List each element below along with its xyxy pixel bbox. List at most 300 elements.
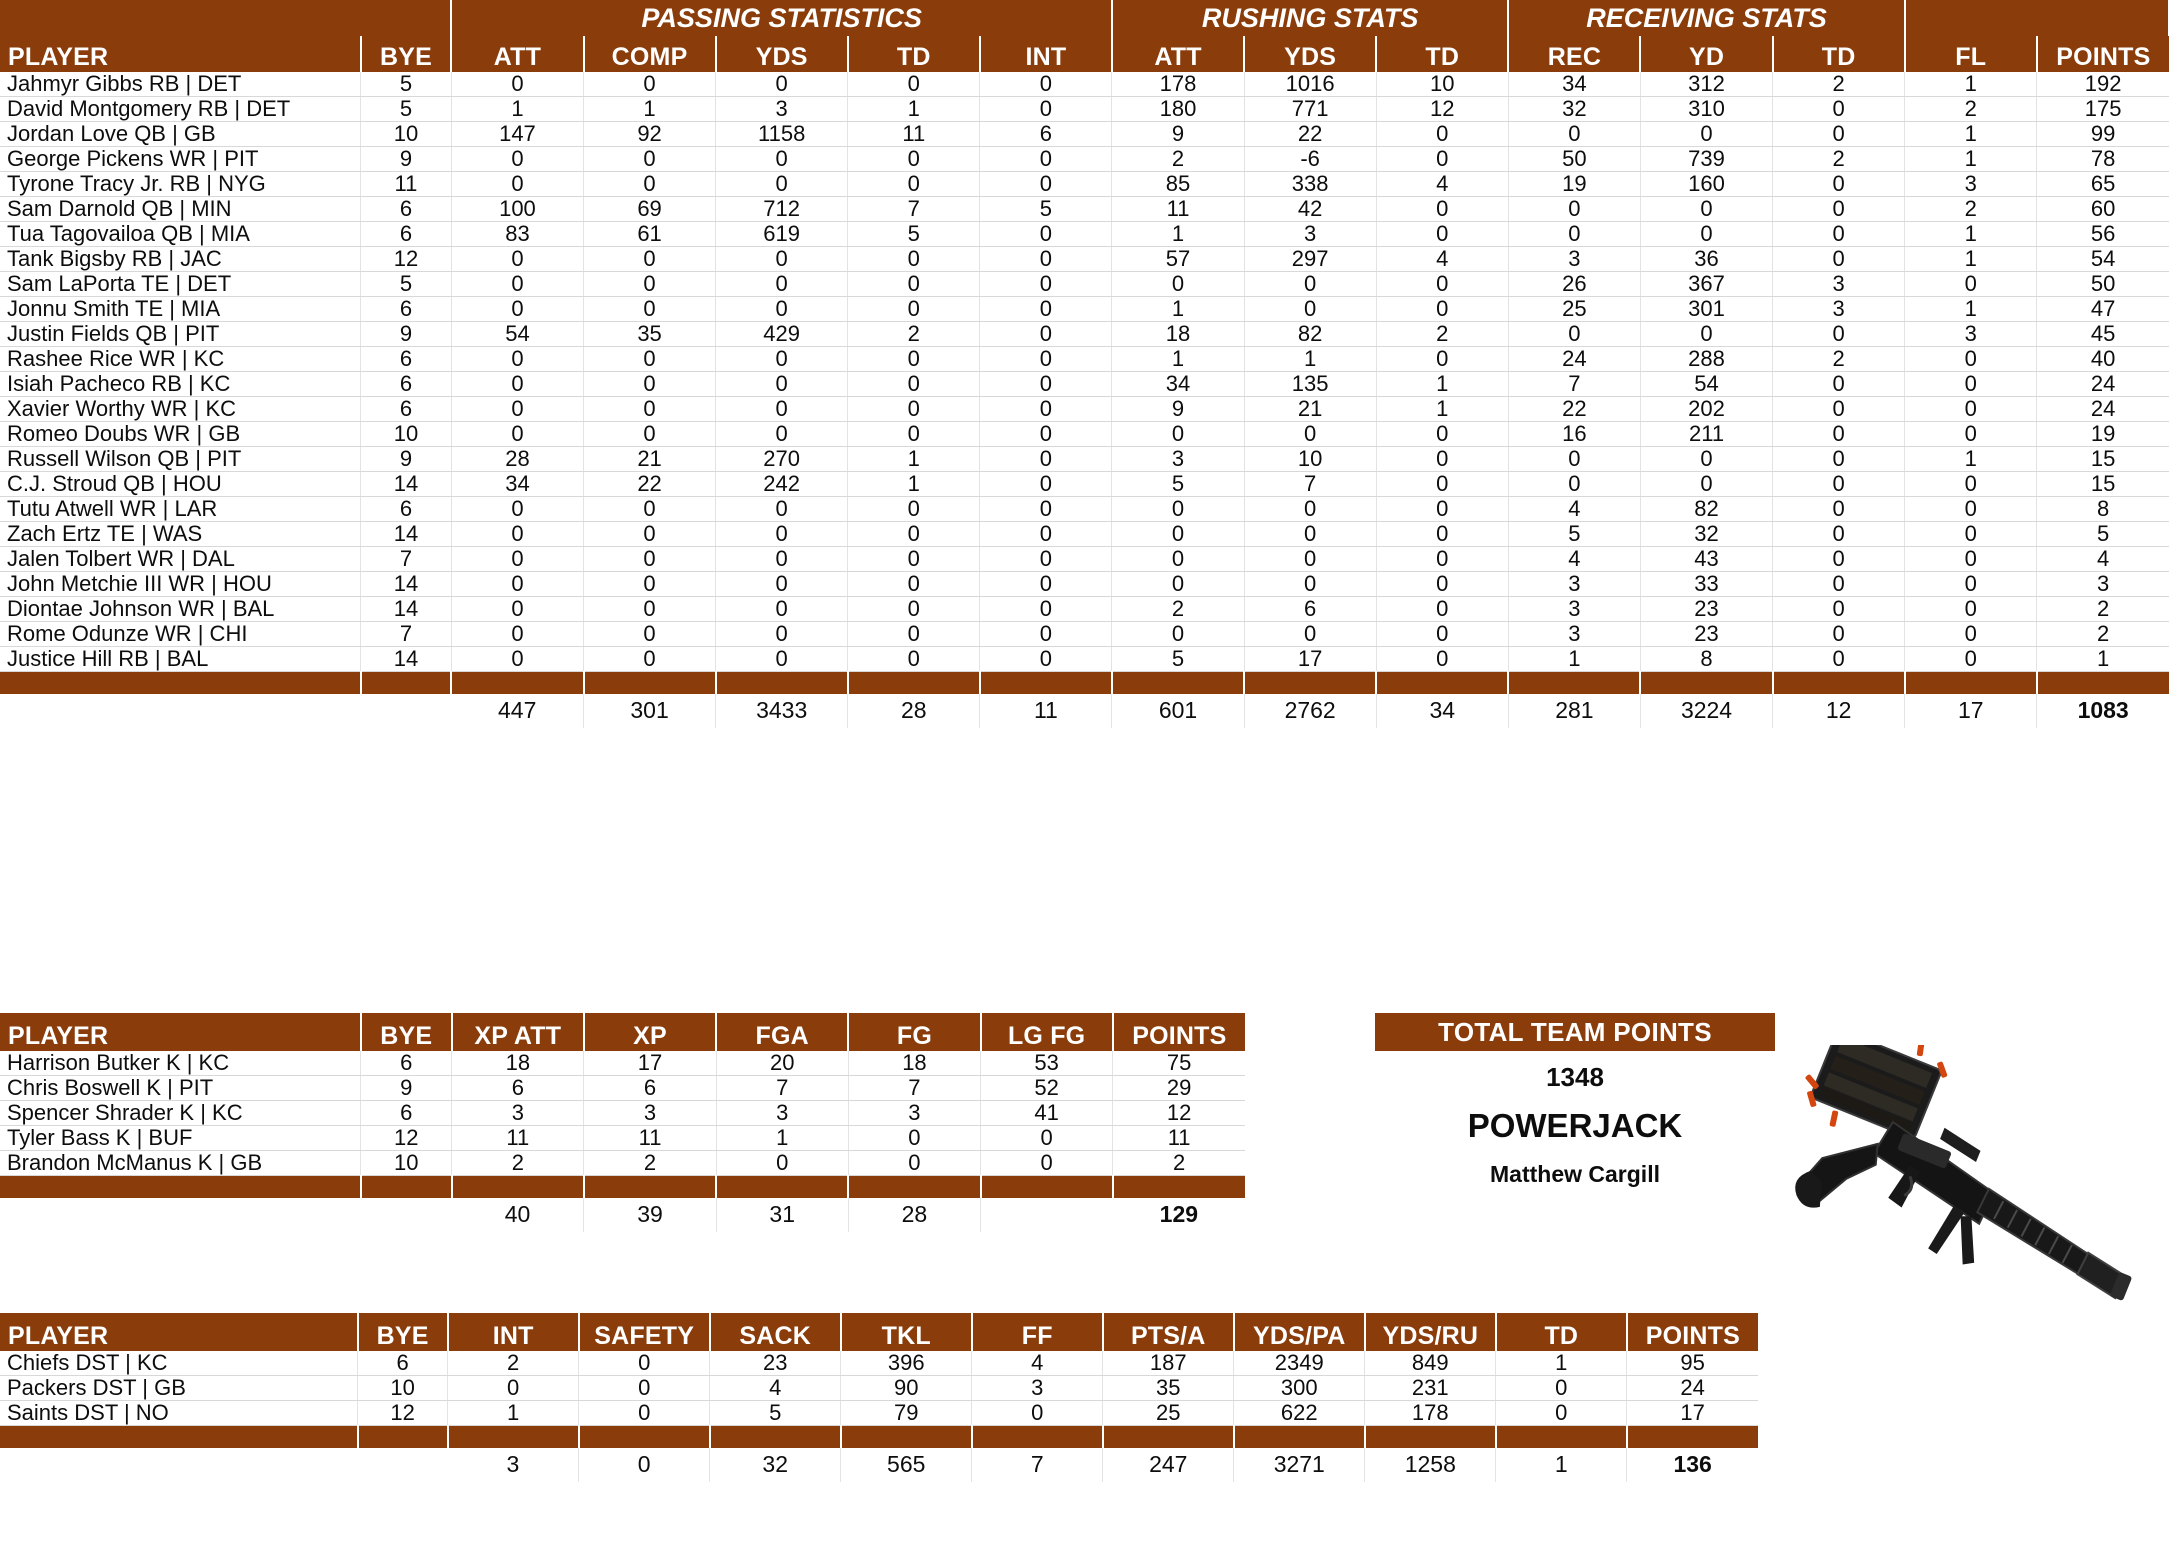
cell-value: 0: [980, 472, 1112, 497]
cell-value: 11: [361, 172, 452, 197]
kicker-column-header-row: [0, 1013, 1245, 1051]
cell-value: 0: [1496, 1401, 1627, 1426]
cell-value: 1: [716, 1126, 848, 1151]
cell-value: 0: [1640, 122, 1772, 147]
cell-value: 3: [1773, 297, 1905, 322]
cell-value: 3: [584, 1101, 716, 1126]
cell-value: 0: [848, 1126, 980, 1151]
divider-cell: [1496, 1426, 1627, 1448]
cell-value: 396: [841, 1351, 972, 1376]
cell-value: 56: [2037, 222, 2169, 247]
table-row[interactable]: [0, 122, 2169, 147]
cell-value: 54: [2037, 247, 2169, 272]
table-row[interactable]: [0, 497, 2169, 522]
col-header-dst-points[interactable]: POINTS: [1627, 1313, 1758, 1351]
totals-cell: 3271: [1234, 1448, 1365, 1482]
cell-value: 4: [1376, 247, 1508, 272]
cell-value: 99: [2037, 122, 2169, 147]
cell-value: 10: [358, 1376, 448, 1401]
cell-value: 50: [2037, 272, 2169, 297]
cell-value: 3: [848, 1101, 980, 1126]
cell-value: 15: [2037, 472, 2169, 497]
cell-value: 1: [1905, 72, 2037, 97]
cell-value: 6: [361, 1101, 452, 1126]
cell-value: 1: [1112, 297, 1244, 322]
cell-value: 3: [1508, 572, 1640, 597]
cell-player-name: Tutu Atwell WR | LAR: [0, 497, 361, 522]
table-row[interactable]: [0, 472, 2169, 497]
cell-player-name: Chiefs DST | KC: [0, 1351, 358, 1376]
cell-value: 11: [1112, 197, 1244, 222]
cell-value: 2: [1376, 322, 1508, 347]
col-header-sack[interactable]: SACK: [710, 1313, 841, 1351]
col-header-rec-yd[interactable]: YD: [1640, 36, 1772, 72]
cell-value: 0: [1376, 472, 1508, 497]
cell-value: 0: [848, 397, 980, 422]
cell-value: 312: [1640, 72, 1772, 97]
cell-value: 0: [980, 572, 1112, 597]
cell-value: 0: [848, 622, 980, 647]
cell-value: 0: [451, 497, 583, 522]
totals-cell: 301: [584, 694, 716, 728]
cell-value: 34: [1508, 72, 1640, 97]
col-header-lg-fg[interactable]: LG FG: [981, 1013, 1113, 1051]
cell-value: 622: [1234, 1401, 1365, 1426]
divider-cell: [1376, 672, 1508, 694]
table-row[interactable]: [0, 1076, 1245, 1101]
cell-value: 0: [1640, 322, 1772, 347]
cell-value: 0: [584, 72, 716, 97]
cell-value: 0: [1640, 197, 1772, 222]
col-header-fl[interactable]: FL: [1905, 36, 2037, 72]
col-header-dst-td[interactable]: TD: [1496, 1313, 1627, 1351]
cell-value: 0: [848, 522, 980, 547]
cell-value: 619: [716, 222, 848, 247]
cell-value: 22: [1508, 397, 1640, 422]
totals-cell: 28: [848, 694, 980, 728]
cell-value: 23: [1640, 622, 1772, 647]
cell-value: 0: [1905, 422, 2037, 447]
cell-value: 6: [361, 372, 452, 397]
cell-value: 3: [1905, 172, 2037, 197]
cell-value: 15: [2037, 447, 2169, 472]
cell-value: 0: [716, 72, 848, 97]
table-row[interactable]: [0, 222, 2169, 247]
cell-value: 0: [1244, 422, 1376, 447]
cell-value: 0: [1244, 297, 1376, 322]
cell-value: 0: [1773, 472, 1905, 497]
cell-value: 180: [1112, 97, 1244, 122]
table-row[interactable]: [0, 447, 2169, 472]
cell-value: 1016: [1244, 72, 1376, 97]
totals-cell: [981, 1198, 1113, 1232]
col-header-points[interactable]: POINTS: [2037, 36, 2169, 72]
cell-value: 0: [451, 347, 583, 372]
cell-value: 28: [451, 447, 583, 472]
cell-value: 2: [448, 1351, 579, 1376]
cell-value: 8: [1640, 647, 1772, 672]
cell-value: 0: [1905, 397, 2037, 422]
cell-value: 0: [1376, 597, 1508, 622]
cell-value: 12: [361, 247, 452, 272]
col-header-ff[interactable]: FF: [972, 1313, 1103, 1351]
table-row[interactable]: [0, 397, 2169, 422]
divider-cell: [981, 1176, 1113, 1198]
machine-gun-logo-icon: [1760, 1045, 2160, 1305]
cell-value: 17: [584, 1051, 716, 1076]
cell-value: 0: [1508, 322, 1640, 347]
col-header-xp[interactable]: XP: [584, 1013, 716, 1051]
cell-value: 5: [1112, 472, 1244, 497]
cell-value: 0: [716, 147, 848, 172]
divider-cell: [1112, 672, 1244, 694]
table-row[interactable]: [0, 147, 2169, 172]
cell-value: 32: [1640, 522, 1772, 547]
cell-value: 3: [1112, 447, 1244, 472]
col-header-dst-bye[interactable]: BYE: [358, 1313, 448, 1351]
cell-value: 0: [980, 622, 1112, 647]
cell-value: 0: [1112, 547, 1244, 572]
cell-value: 1: [848, 97, 980, 122]
totals-cell: [0, 1198, 361, 1232]
table-row[interactable]: [0, 647, 2169, 672]
cell-value: 19: [1508, 172, 1640, 197]
cell-value: 6: [980, 122, 1112, 147]
cell-value: 0: [848, 247, 980, 272]
col-header-pts-allowed[interactable]: PTS/A: [1103, 1313, 1234, 1351]
cell-value: 0: [848, 272, 980, 297]
cell-value: 0: [716, 272, 848, 297]
col-header-pass-td[interactable]: TD: [848, 36, 980, 72]
cell-value: 29: [1113, 1076, 1245, 1101]
table-row[interactable]: [0, 297, 2169, 322]
col-header-rec[interactable]: REC: [1508, 36, 1640, 72]
cell-value: 0: [716, 297, 848, 322]
cell-value: 2: [848, 322, 980, 347]
col-header-yds-rush[interactable]: YDS/RU: [1365, 1313, 1496, 1351]
cell-value: 0: [579, 1376, 710, 1401]
cell-player-name: George Pickens WR | PIT: [0, 147, 361, 172]
cell-value: 310: [1640, 97, 1772, 122]
cell-value: 10: [361, 122, 452, 147]
cell-value: 17: [1627, 1401, 1758, 1426]
cell-value: 85: [1112, 172, 1244, 197]
table-row[interactable]: [0, 1101, 1245, 1126]
cell-value: 0: [1640, 222, 1772, 247]
cell-player-name: Tyler Bass K | BUF: [0, 1126, 361, 1151]
cell-value: 45: [2037, 322, 2169, 347]
cell-value: 92: [584, 122, 716, 147]
table-row[interactable]: [0, 1051, 1245, 1076]
cell-value: 9: [361, 447, 452, 472]
cell-value: 270: [716, 447, 848, 472]
cell-value: 9: [1112, 397, 1244, 422]
cell-value: 2: [452, 1151, 584, 1176]
cell-value: 338: [1244, 172, 1376, 197]
cell-value: 0: [1773, 522, 1905, 547]
col-header-yds-pass[interactable]: YDS/PA: [1234, 1313, 1365, 1351]
table-row[interactable]: [0, 547, 2169, 572]
col-header-tkl[interactable]: TKL: [841, 1313, 972, 1351]
cell-value: 0: [584, 597, 716, 622]
divider-cell: [2037, 672, 2169, 694]
cell-value: 11: [1113, 1126, 1245, 1151]
cell-value: 9: [361, 147, 452, 172]
cell-value: 231: [1365, 1376, 1496, 1401]
cell-player-name: Jahmyr Gibbs RB | DET: [0, 72, 361, 97]
cell-value: 5: [361, 97, 452, 122]
col-header-kicker-player[interactable]: PLAYER: [0, 1013, 361, 1051]
cell-value: 5: [848, 222, 980, 247]
cell-value: 0: [980, 397, 1112, 422]
cell-value: 35: [1103, 1376, 1234, 1401]
cell-value: 0: [1376, 197, 1508, 222]
divider-cell: [841, 1426, 972, 1448]
divider-cell: [710, 1426, 841, 1448]
cell-value: 0: [451, 147, 583, 172]
cell-value: 429: [716, 322, 848, 347]
cell-value: 34: [451, 472, 583, 497]
col-header-bye[interactable]: BYE: [361, 36, 452, 72]
cell-value: 1: [848, 447, 980, 472]
col-header-rush-td[interactable]: TD: [1376, 36, 1508, 72]
table-row[interactable]: [0, 1351, 1758, 1376]
offense-column-header-row: [0, 36, 2169, 72]
cell-value: 0: [1905, 272, 2037, 297]
col-header-pass-att[interactable]: ATT: [451, 36, 583, 72]
cell-value: 7: [361, 622, 452, 647]
col-header-fg[interactable]: FG: [848, 1013, 980, 1051]
cell-value: 0: [1905, 547, 2037, 572]
cell-value: 1: [1905, 147, 2037, 172]
cell-value: 0: [1244, 572, 1376, 597]
totals-cell: [0, 694, 361, 728]
cell-value: 0: [1905, 597, 2037, 622]
table-row[interactable]: [0, 172, 2169, 197]
table-row[interactable]: [0, 347, 2169, 372]
totals-cell: 281: [1508, 694, 1640, 728]
col-header-dst-player[interactable]: PLAYER: [0, 1313, 358, 1351]
cell-value: 0: [848, 372, 980, 397]
cell-value: 25: [1103, 1401, 1234, 1426]
cell-value: 34: [1112, 372, 1244, 397]
cell-value: 288: [1640, 347, 1772, 372]
cell-value: 0: [980, 97, 1112, 122]
cell-value: 6: [361, 197, 452, 222]
divider-cell: [980, 672, 1112, 694]
cell-value: 187: [1103, 1351, 1234, 1376]
divider-cell: [584, 672, 716, 694]
table-row[interactable]: [0, 1401, 1758, 1426]
cell-value: 0: [1905, 497, 2037, 522]
cell-value: 6: [361, 297, 452, 322]
col-header-rec-td[interactable]: TD: [1773, 36, 1905, 72]
cell-value: 11: [584, 1126, 716, 1151]
table-row[interactable]: [0, 597, 2169, 622]
cell-value: 2: [1112, 147, 1244, 172]
table-row[interactable]: [0, 272, 2169, 297]
cell-value: 739: [1640, 147, 1772, 172]
col-header-pass-comp[interactable]: COMP: [584, 36, 716, 72]
cell-value: 1: [1244, 347, 1376, 372]
cell-value: 5: [980, 197, 1112, 222]
cell-value: 79: [841, 1401, 972, 1426]
cell-value: 0: [584, 572, 716, 597]
group-header-passing: PASSING STATISTICS: [451, 0, 1112, 36]
divider-cell: [448, 1426, 579, 1448]
totals-cell: 31: [716, 1198, 848, 1232]
totals-cell: 247: [1103, 1448, 1234, 1482]
cell-player-name: Saints DST | NO: [0, 1401, 358, 1426]
cell-value: 32: [1508, 97, 1640, 122]
col-header-rush-att[interactable]: ATT: [1112, 36, 1244, 72]
totals-cell: 3: [448, 1448, 579, 1482]
cell-value: 5: [361, 272, 452, 297]
col-header-kicker-points[interactable]: POINTS: [1113, 1013, 1245, 1051]
divider-cell: [361, 1176, 452, 1198]
cell-value: 0: [1244, 547, 1376, 572]
cell-value: 2: [1113, 1151, 1245, 1176]
cell-value: 21: [1244, 397, 1376, 422]
cell-value: 23: [710, 1351, 841, 1376]
cell-value: 7: [716, 1076, 848, 1101]
cell-value: 82: [1640, 497, 1772, 522]
cell-value: 3: [972, 1376, 1103, 1401]
cell-value: 0: [1773, 122, 1905, 147]
cell-value: 0: [848, 497, 980, 522]
cell-value: 0: [848, 597, 980, 622]
cell-value: 0: [1773, 97, 1905, 122]
divider-cell: [361, 672, 452, 694]
cell-value: 0: [1376, 622, 1508, 647]
cell-value: 54: [1640, 372, 1772, 397]
cell-value: 4: [1376, 172, 1508, 197]
cell-value: 1: [848, 472, 980, 497]
cell-value: 4: [1508, 497, 1640, 522]
cell-value: 1: [1376, 397, 1508, 422]
cell-value: 0: [451, 422, 583, 447]
col-header-player[interactable]: PLAYER: [0, 36, 361, 72]
col-header-kicker-bye[interactable]: BYE: [361, 1013, 452, 1051]
col-header-rush-yds[interactable]: YDS: [1244, 36, 1376, 72]
divider-cell: [1365, 1426, 1496, 1448]
table-row[interactable]: [0, 1151, 1245, 1176]
cell-value: 0: [1112, 522, 1244, 547]
totals-points: 136: [1673, 1451, 1712, 1477]
cell-value: 24: [1508, 347, 1640, 372]
col-header-pass-yds[interactable]: YDS: [716, 36, 848, 72]
cell-value: 26: [1508, 272, 1640, 297]
cell-value: 10: [1376, 72, 1508, 97]
cell-value: 178: [1112, 72, 1244, 97]
cell-player-name: Jonnu Smith TE | MIA: [0, 297, 361, 322]
cell-value: 8: [2037, 497, 2169, 522]
cell-value: 0: [980, 322, 1112, 347]
cell-value: 5: [1508, 522, 1640, 547]
cell-value: 2: [2037, 622, 2169, 647]
cell-value: 178: [1365, 1401, 1496, 1426]
divider-cell: [972, 1426, 1103, 1448]
col-header-xp-att[interactable]: XP ATT: [452, 1013, 584, 1051]
cell-value: 0: [848, 347, 980, 372]
col-header-fga[interactable]: FGA: [716, 1013, 848, 1051]
divider-cell: [0, 1426, 358, 1448]
cell-value: 0: [848, 547, 980, 572]
cell-value: 0: [716, 572, 848, 597]
cell-value: 12: [1376, 97, 1508, 122]
cell-value: 0: [1905, 622, 2037, 647]
col-header-safety[interactable]: SAFETY: [579, 1313, 710, 1351]
table-row[interactable]: [0, 572, 2169, 597]
cell-value: 0: [716, 372, 848, 397]
kicker-stats-table: [0, 1013, 1245, 1232]
col-header-dst-int[interactable]: INT: [448, 1313, 579, 1351]
cell-value: 0: [451, 272, 583, 297]
cell-value: 2: [1112, 597, 1244, 622]
cell-value: 0: [584, 147, 716, 172]
group-header-blank-right: [1905, 0, 2169, 36]
cell-value: 1: [584, 97, 716, 122]
cell-value: 69: [584, 197, 716, 222]
table-row[interactable]: [0, 322, 2169, 347]
cell-player-name: Chris Boswell K | PIT: [0, 1076, 361, 1101]
cell-player-name: Isiah Pacheco RB | KC: [0, 372, 361, 397]
table-row[interactable]: [0, 197, 2169, 222]
table-row[interactable]: [0, 1126, 1245, 1151]
cell-value: 1: [1905, 297, 2037, 322]
table-row[interactable]: [0, 622, 2169, 647]
cell-value: 367: [1640, 272, 1772, 297]
table-row[interactable]: [0, 422, 2169, 447]
cell-value: 0: [579, 1351, 710, 1376]
table-row[interactable]: [0, 522, 2169, 547]
table-row[interactable]: [0, 97, 2169, 122]
cell-value: 6: [584, 1076, 716, 1101]
divider-cell: [848, 1176, 980, 1198]
cell-value: 4: [2037, 547, 2169, 572]
cell-value: 3: [1508, 247, 1640, 272]
cell-value: 0: [716, 397, 848, 422]
table-row[interactable]: [0, 372, 2169, 397]
cell-value: 160: [1640, 172, 1772, 197]
cell-value: 0: [1376, 522, 1508, 547]
cell-value: 0: [1508, 197, 1640, 222]
cell-value: 19: [2037, 422, 2169, 447]
table-row[interactable]: [0, 72, 2169, 97]
cell-value: 0: [716, 247, 848, 272]
table-row[interactable]: [0, 1376, 1758, 1401]
cell-value: 0: [1112, 497, 1244, 522]
cell-value: 18: [452, 1051, 584, 1076]
cell-value: 0: [1244, 622, 1376, 647]
cell-value: 0: [848, 422, 980, 447]
cell-value: 4: [972, 1351, 1103, 1376]
divider-cell: [1113, 1176, 1245, 1198]
cell-value: 5: [361, 72, 452, 97]
col-header-pass-int[interactable]: INT: [980, 36, 1112, 72]
cell-value: 9: [361, 1076, 452, 1101]
cell-value: 1: [1376, 372, 1508, 397]
cell-value: 9: [1112, 122, 1244, 147]
cell-value: 5: [2037, 522, 2169, 547]
cell-value: 0: [980, 597, 1112, 622]
cell-value: 0: [451, 72, 583, 97]
totals-cell: 11: [980, 694, 1112, 728]
cell-value: 0: [451, 247, 583, 272]
cell-value: 78: [2037, 147, 2169, 172]
cell-value: 25: [1508, 297, 1640, 322]
table-row[interactable]: [0, 247, 2169, 272]
